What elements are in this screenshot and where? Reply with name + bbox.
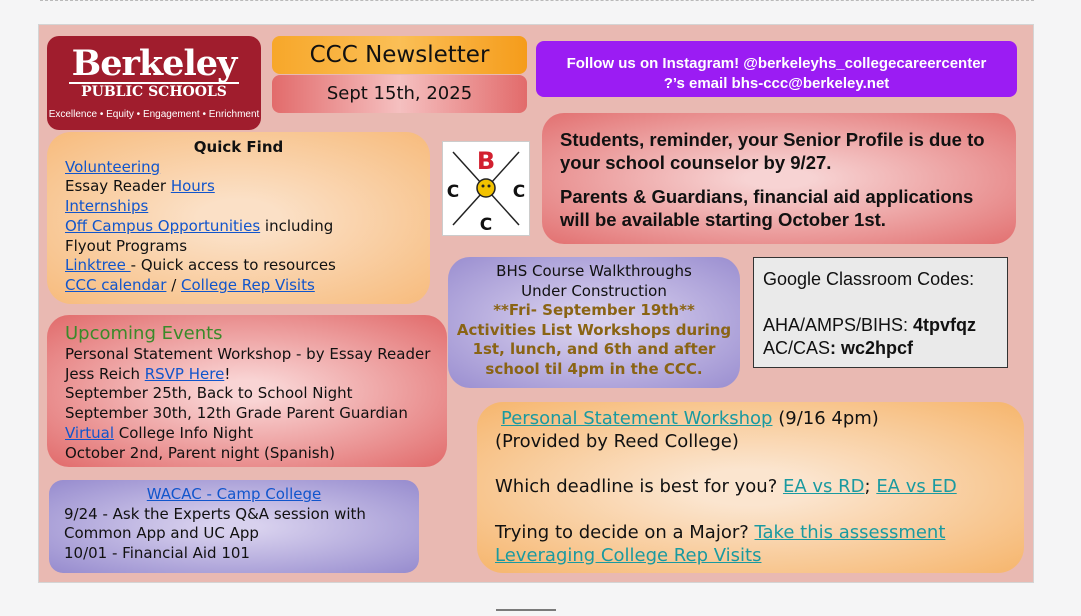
wacac-link[interactable]: WACAC - Camp College [146,485,322,503]
rsvp-suffix: ! [224,364,231,383]
newsletter-title: CCC Newsletter [272,36,527,74]
major-question: Trying to decide on a Major? [495,521,755,543]
bcc-logo-graphic [443,142,529,235]
personal-statement-link[interactable]: Personal Statement Workshop [501,408,773,429]
event-info-night: College Info Night [114,423,253,442]
personal-statement-panel [477,402,1024,573]
quick-find-heading: Quick Find [193,138,284,156]
essay-hours-link[interactable]: Hours [170,177,215,196]
classroom-codes-panel [753,257,1008,368]
logo-sub: PUBLIC SCHOOLS [69,82,239,100]
walkthrough-title: BHS Course Walkthroughs [496,262,692,280]
linktree-link[interactable]: Linktree [65,256,131,275]
college-rep-visits-link[interactable]: College Rep Visits [181,275,315,294]
event-parent-night: October 2nd, Parent night (Spanish) [65,443,335,462]
link-separator: / [166,275,182,294]
linktree-suffix: - Quick access to resources [130,256,336,275]
ac-separator: : [830,338,842,358]
reminder-panel [542,113,1016,244]
essay-reader-label: Essay Reader [65,177,171,196]
walkthrough-status: Under Construction [521,281,667,300]
rsvp-link[interactable]: RSVP Here [144,364,225,383]
bottom-divider [496,609,556,611]
aha-label: AHA/AMPS/BIHS: [763,315,914,335]
parent-reminder: Parents & Guardians, financial aid applications will be available starting October 1st. [560,186,974,230]
deadline-separator: ; [864,476,877,498]
assessment-link[interactable]: Take this assessment [754,521,946,543]
upcoming-events-panel [47,315,447,467]
quick-find-panel [47,132,430,304]
aha-code: 4tpvfqz [913,315,977,335]
bcc-letter-right: C [512,182,526,202]
berkeley-logo [47,36,261,130]
instagram-banner [536,41,1017,97]
volunteering-link[interactable]: Volunteering [65,157,161,176]
email-line: ?’s email bhs-ccc@berkeley.net [663,75,890,92]
bcc-letter-left: C [446,182,460,202]
deadline-question: Which deadline is best for you? [495,476,783,498]
off-campus-suffix: including [260,216,334,235]
event-personal-statement: Personal Statement Workshop - by Essay Reader Jess Reich [65,345,431,383]
newsletter-page [38,24,1034,583]
codes-heading: Google Classroom Codes: [763,269,975,289]
flyout-label: Flyout Programs [65,236,188,255]
virtual-link[interactable]: Virtual [65,423,115,442]
ac-label: AC/CAS [763,338,831,358]
wacac-panel [49,480,419,573]
bcc-letter-bottom: C [479,215,493,235]
top-divider [40,0,1034,3]
ea-vs-ed-link[interactable]: EA vs ED [876,476,957,498]
event-back-to-school: September 25th, Back to School Night [65,384,353,403]
leveraging-rep-visits-link[interactable]: Leveraging College Rep Visits [495,544,762,566]
workshop-time: (9/16 4pm) [772,408,879,429]
workshop-date: **Fri- September 19th** [493,301,695,319]
provided-by: (Provided by Reed College) [495,430,739,452]
bcc-letter-b: B [476,147,496,175]
newsletter-date: Sept 15th, 2025 [272,75,527,113]
student-reminder: Students, reminder, your Senior Profile is due to your school counselor by 9/27. [560,129,985,173]
ea-vs-rd-link[interactable]: EA vs RD [782,476,865,498]
internships-link[interactable]: Internships [65,197,149,216]
course-walkthrough-panel [448,257,740,388]
ac-code: wc2hpcf [841,338,914,358]
wacac-event-1: 9/24 - Ask the Experts Q&A session with Common App and UC App [64,504,366,543]
wacac-event-2: 10/01 - Financial Aid 101 [64,544,250,563]
ccc-calendar-link[interactable]: CCC calendar [65,275,167,294]
instagram-line: Follow us on Instagram! @berkeleyhs_collegecareercenter [566,55,987,72]
activities-workshop: Activities List Workshops during 1st, lunch, and 6th and after school til 4pm in the CCC. [456,320,732,378]
bcc-logo [442,141,530,236]
logo-tagline: Excellence • Equity • Engagement • Enrichment [48,109,260,120]
upcoming-heading: Upcoming Events [65,323,223,344]
event-parent-guardian: September 30th, 12th Grade Parent Guardian [65,404,408,423]
off-campus-link[interactable]: Off Campus Opportunities [65,216,261,235]
logo-name: Berkeley [71,43,237,84]
